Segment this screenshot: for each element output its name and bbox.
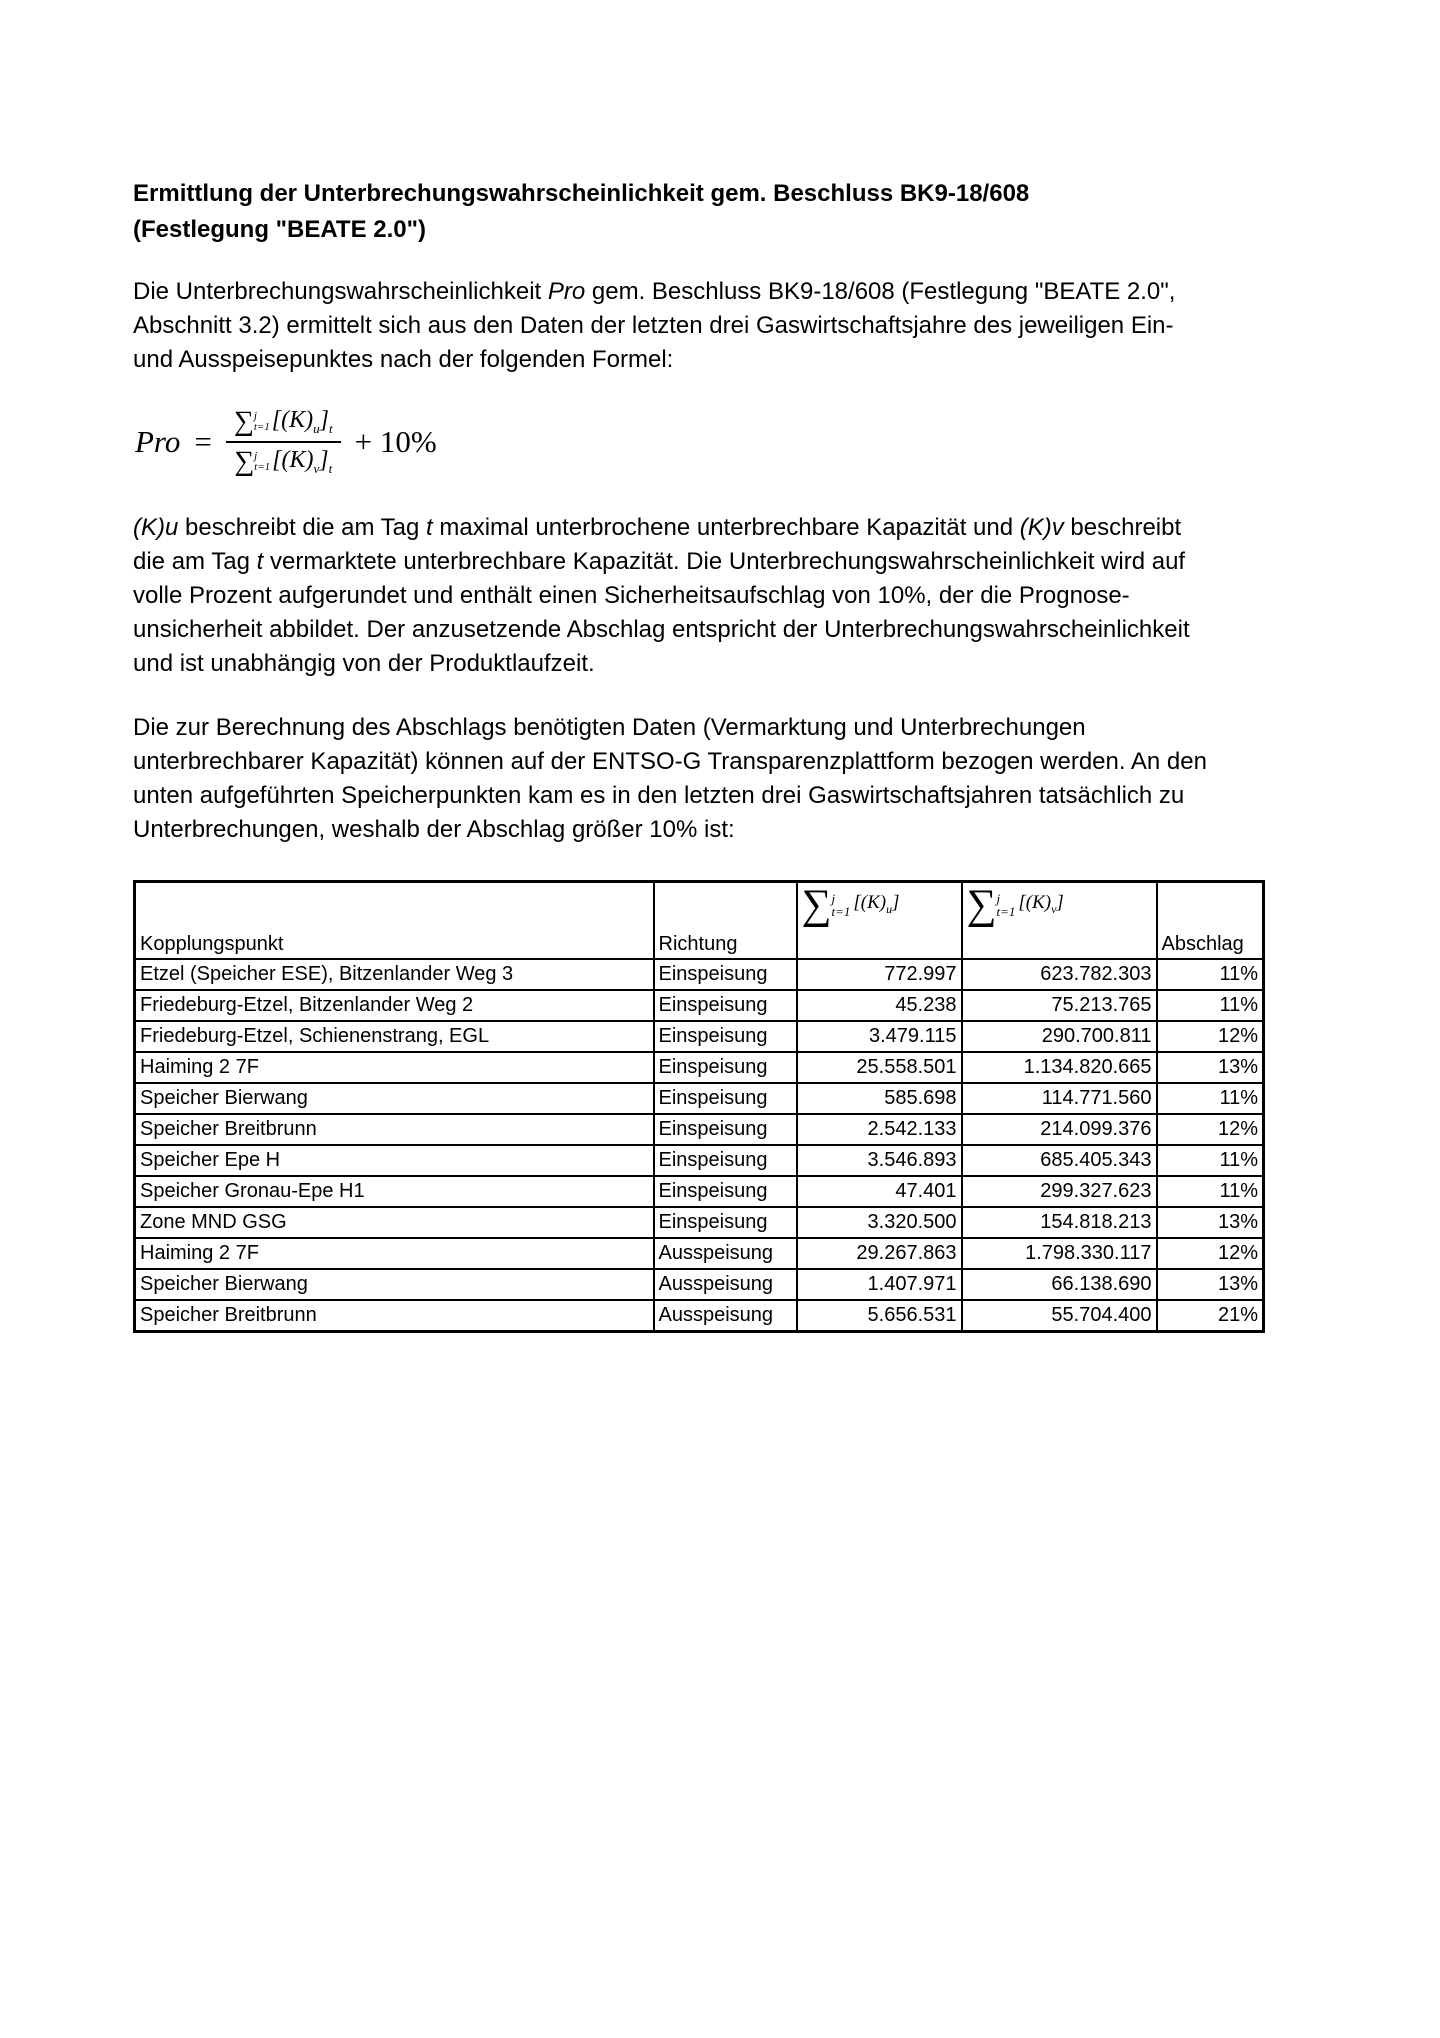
table-row — [135, 1207, 1264, 1238]
cell-sum-unterbrochen: 5.656.531 — [797, 1300, 962, 1331]
cell-sum-unterbrochen: 585.698 — [797, 1083, 962, 1114]
cell-kopplungspunkt: Zone MND GSG — [135, 1207, 654, 1238]
text-line: Unterbrechungen, weshalb der Abschlag größer 10% ist: — [133, 815, 735, 843]
cell-kopplungspunkt: Speicher Breitbrunn — [135, 1114, 654, 1145]
cell-abschlag: 11% — [1157, 1176, 1264, 1207]
formula-equals: = — [194, 423, 212, 459]
table-row — [135, 1021, 1264, 1052]
text-line: unten aufgeführten Speicherpunkten kam es in den letzten drei Gaswirtschaftsjahren tatsächlich zu — [133, 781, 1185, 809]
cell-sum-unterbrochen: 772.997 — [797, 959, 962, 990]
cell-sum-vermarktet: 66.138.690 — [962, 1269, 1157, 1300]
cell-sum-unterbrochen: 47.401 — [797, 1176, 962, 1207]
cell-kopplungspunkt: Friedeburg-Etzel, Schienenstrang, EGL — [135, 1021, 654, 1052]
cell-kopplungspunkt: Speicher Gronau-Epe H1 — [135, 1176, 654, 1207]
cell-sum-vermarktet: 114.771.560 — [962, 1083, 1157, 1114]
text-line: unterbrechbarer Kapazität) können auf der ENTSO-G Transparenzplattform bezogen werden. An den — [133, 747, 1207, 775]
cell-abschlag: 11% — [1157, 959, 1264, 990]
cell-sum-vermarktet: 55.704.400 — [962, 1300, 1157, 1331]
cell-richtung: Einspeisung — [654, 1176, 797, 1207]
cell-richtung: Einspeisung — [654, 990, 797, 1021]
cell-sum-vermarktet: 154.818.213 — [962, 1207, 1157, 1238]
paragraph-data-source — [133, 711, 1330, 847]
table-row — [135, 1114, 1264, 1145]
text-line: (K)u beschreibt die am Tag t maximal unterbrochene unterbrechbare Kapazität und (K)v beschreibt — [133, 513, 1182, 541]
cell-richtung: Ausspeisung — [654, 1269, 797, 1300]
numerator-expression: $[(K)_u]_t$ — [271, 407, 333, 436]
cell-sum-unterbrochen: 1.407.971 — [797, 1269, 962, 1300]
cell-sum-vermarktet: 1.798.330.117 — [962, 1238, 1157, 1269]
paragraph-intro — [133, 275, 1330, 377]
table-row — [135, 1052, 1264, 1083]
text-line: und Ausspeisepunktes nach der folgenden Formel: — [133, 346, 674, 373]
text-line: Die Unterbrechungswahrscheinlichkeit Pro gem. Beschluss BK9-18/608 (Festlegung "BEATE 2.0", — [133, 278, 1176, 305]
table-row — [135, 1083, 1264, 1114]
cell-abschlag: 13% — [1157, 1052, 1264, 1083]
cell-abschlag: 11% — [1157, 1145, 1264, 1176]
cell-sum-vermarktet: 75.213.765 — [962, 990, 1157, 1021]
cell-abschlag: 13% — [1157, 1207, 1264, 1238]
cell-sum-vermarktet: 623.782.303 — [962, 959, 1157, 990]
document-title — [133, 176, 1330, 248]
cell-kopplungspunkt: Haiming 2 7F — [135, 1052, 654, 1083]
cell-abschlag: 12% — [1157, 1238, 1264, 1269]
text-line: Ermittlung der Unterbrechungswahrscheinlichkeit gem. Beschluss BK9-18/608 — [133, 180, 1030, 207]
text-line: (Festlegung "BEATE 2.0") — [133, 216, 427, 243]
text-line: und ist unabhängig von der Produktlaufzeit. — [133, 649, 595, 677]
cell-sum-vermarktet: 685.405.343 — [962, 1145, 1157, 1176]
cell-richtung: Einspeisung — [654, 1145, 797, 1176]
cell-abschlag: 13% — [1157, 1269, 1264, 1300]
table-body — [135, 959, 1264, 1331]
denominator-expression: $[(K)_v]_t$ — [272, 446, 333, 476]
header-sum-vermarktet: ∑ j t=1 $[(K)_v]$ — [962, 881, 1157, 959]
cell-kopplungspunkt: Etzel (Speicher ESE), Bitzenlander Weg 3 — [135, 959, 654, 990]
pro-formula — [135, 407, 1330, 477]
text-line: Abschnitt 3.2) ermittelt sich aus den Daten der letzten drei Gaswirtschaftsjahre des jeweiligen Ein- — [133, 312, 1174, 339]
header-abschlag: Abschlag — [1157, 881, 1264, 959]
cell-sum-vermarktet: 214.099.376 — [962, 1114, 1157, 1145]
cell-kopplungspunkt: Speicher Breitbrunn — [135, 1300, 654, 1331]
cell-sum-unterbrochen: 3.546.893 — [797, 1145, 962, 1176]
cell-sum-vermarktet: 1.134.820.665 — [962, 1052, 1157, 1083]
abschlag-table — [133, 880, 1265, 1333]
cell-abschlag: 12% — [1157, 1114, 1264, 1145]
cell-kopplungspunkt: Speicher Bierwang — [135, 1269, 654, 1300]
cell-richtung: Einspeisung — [654, 1021, 797, 1052]
cell-abschlag: 11% — [1157, 990, 1264, 1021]
cell-richtung: Ausspeisung — [654, 1238, 797, 1269]
sum-symbol: ∑ j t=1 — [234, 445, 271, 477]
paragraph-definitions — [133, 511, 1330, 681]
cell-sum-unterbrochen: 45.238 — [797, 990, 962, 1021]
formula-fraction — [226, 407, 341, 477]
cell-richtung: Einspeisung — [654, 1052, 797, 1083]
formula-numerator — [226, 407, 341, 443]
text-line: volle Prozent aufgerundet und enthält einen Sicherheitsaufschlag von 10%, der die Prognose- — [133, 581, 1130, 609]
cell-abschlag: 12% — [1157, 1021, 1264, 1052]
formula-lhs: Pro — [135, 423, 181, 459]
cell-richtung: Einspeisung — [654, 1114, 797, 1145]
cell-sum-vermarktet: 290.700.811 — [962, 1021, 1157, 1052]
cell-kopplungspunkt: Friedeburg-Etzel, Bitzenlander Weg 2 — [135, 990, 654, 1021]
table-header — [135, 881, 1264, 959]
sum-symbol: ∑ j t=1 — [233, 405, 270, 437]
table-row — [135, 1145, 1264, 1176]
table-row — [135, 1269, 1264, 1300]
table-row — [135, 959, 1264, 990]
text-line: die am Tag t vermarktete unterbrechbare Kapazität. Die Unterbrechungswahrscheinlichkeit wird auf — [133, 547, 1186, 575]
cell-kopplungspunkt: Haiming 2 7F — [135, 1238, 654, 1269]
cell-sum-unterbrochen: 29.267.863 — [797, 1238, 962, 1269]
table-row — [135, 1238, 1264, 1269]
cell-richtung: Ausspeisung — [654, 1300, 797, 1331]
cell-kopplungspunkt: Speicher Bierwang — [135, 1083, 654, 1114]
text-line: unsicherheit abbildet. Der anzusetzende Abschlag entspricht der Unterbrechungswahrscheinlichkeit — [133, 615, 1190, 643]
cell-abschlag: 21% — [1157, 1300, 1264, 1331]
header-sum-unterbrochen: ∑ j t=1 $[(K)_u]$ — [797, 881, 962, 959]
table-row — [135, 1176, 1264, 1207]
cell-richtung: Einspeisung — [654, 1083, 797, 1114]
cell-richtung: Einspeisung — [654, 1207, 797, 1238]
cell-sum-unterbrochen: 3.479.115 — [797, 1021, 962, 1052]
cell-sum-unterbrochen: 2.542.133 — [797, 1114, 962, 1145]
table-row — [135, 990, 1264, 1021]
cell-sum-vermarktet: 299.327.623 — [962, 1176, 1157, 1207]
text-line: Die zur Berechnung des Abschlags benötigten Daten (Vermarktung und Unterbrechungen — [133, 713, 1086, 741]
cell-sum-unterbrochen: 3.320.500 — [797, 1207, 962, 1238]
formula-addend: + 10% — [354, 423, 437, 459]
table-row — [135, 1300, 1264, 1331]
cell-abschlag: 11% — [1157, 1083, 1264, 1114]
cell-kopplungspunkt: Speicher Epe H — [135, 1145, 654, 1176]
formula-denominator — [226, 443, 340, 477]
cell-sum-unterbrochen: 25.558.501 — [797, 1052, 962, 1083]
header-richtung: Richtung — [654, 881, 797, 959]
header-kopplungspunkt: Kopplungspunkt — [135, 881, 654, 959]
cell-richtung: Einspeisung — [654, 959, 797, 990]
